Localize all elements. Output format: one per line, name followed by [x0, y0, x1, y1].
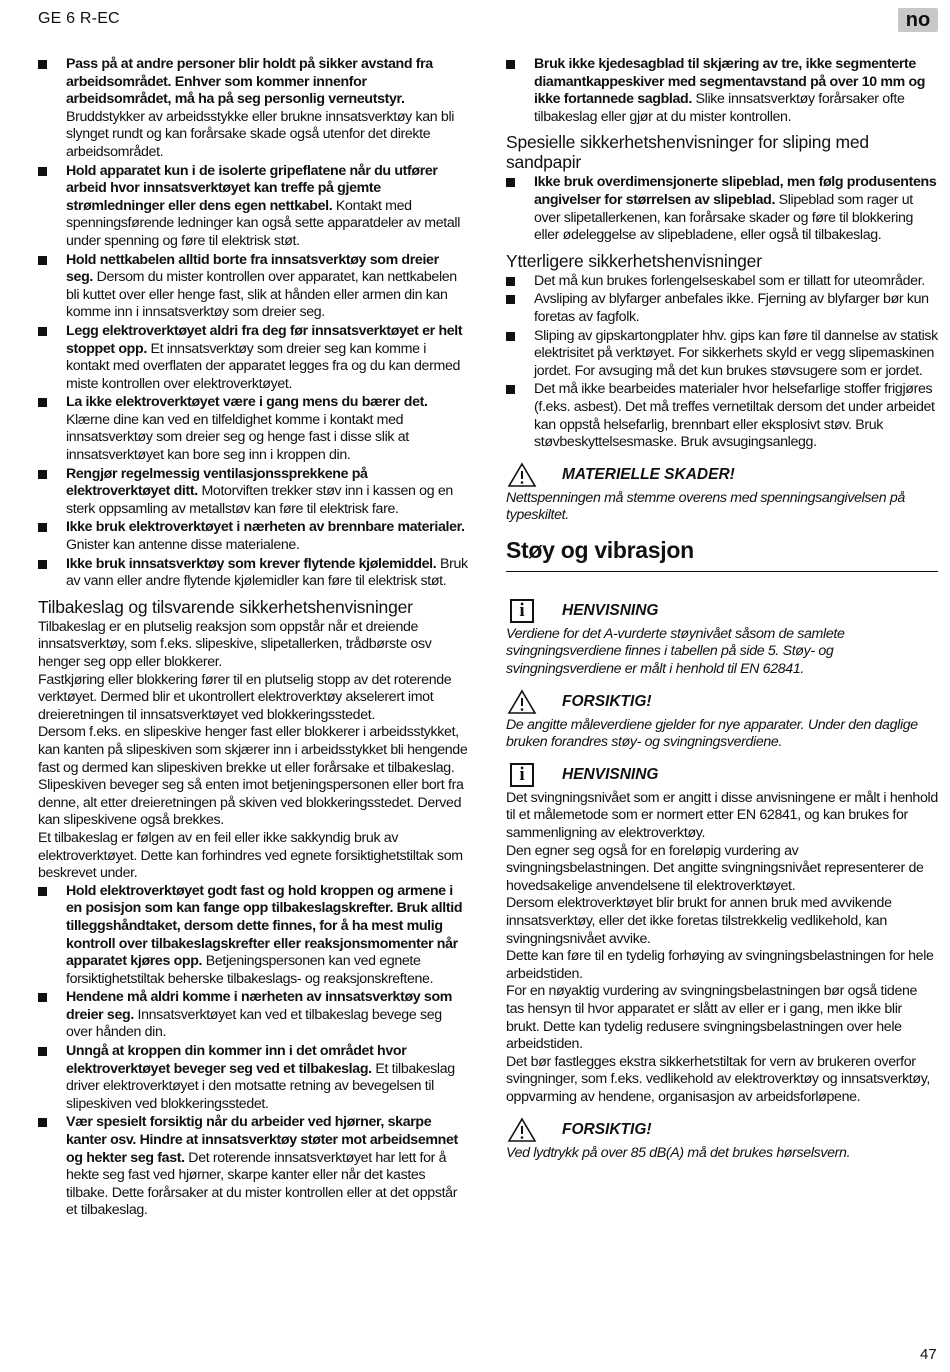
note-text: Verdiene for det A-vurderte støynivået såsom de samlete svingningsverdiene finnes i tabellen på side 5. Støy- og svingningsverdiene er målt i henhold til EN 62841. — [506, 625, 845, 678]
bold-text: Bruk ikke kjedesagblad til skjæring av tre, ikke segmenterte diamantkappeskiver med segmentavstand på over 10 mm og ikke fortannede sagblad. — [534, 56, 926, 108]
info-icon: i — [506, 762, 538, 788]
list-item: Avsliping av blyfarger anbefales ikke. Fjerning av blyfarger bør kun foretas av fagfolk. — [506, 291, 938, 326]
body-text: Det roterende innsatsverktøyet har lett for å hekte seg fast ved hjørner, skarpe kanter eller når det kastes tilbake. Dette forårsaker at du mister kontrollen eller at det oppstår et tilbakeslag. — [66, 1149, 458, 1219]
heading-additional: Ytterligere sikkerhetshenvisninger — [506, 250, 762, 271]
body-text: Bruddstykker av arbeidsstykke eller brukne innsatsverktøy kan bli slynget rundt og kan forårsake skade også utenfor det direkte arbeidsområdet. — [66, 108, 455, 160]
list-item — [38, 323, 468, 393]
list-item — [506, 174, 938, 244]
warning-icon — [506, 689, 538, 715]
safety-list-general — [38, 56, 468, 591]
document-model: GE 6 R-EC — [38, 10, 120, 27]
bold-text: Unngå at kroppen din kommer inn i det området hvor elektroverktøyet beveger seg ved et tilbakeslag. — [66, 1043, 407, 1077]
list-item — [38, 252, 468, 322]
body-text: Dersom du mister kontrollen over apparatet, kan nettkabelen bli kuttet over eller henge fast, slik at hånden eller armen din kan komme inn i innsatsverktøy som dreier seg. — [66, 269, 457, 321]
bold-text: Hendene må aldri komme i nærheten av innsatsverktøy som dreier seg. — [66, 989, 453, 1023]
section-divider — [506, 571, 938, 572]
body-text: Slike innsatsverktøy forårsaker ofte tilbakeslag eller gjør at du mister kontrollen. — [534, 91, 905, 125]
bold-text: Hold apparatet kun i de isolerte gripeflatene når du utfører arbeid hvor innsatsverktøyet kan treffe på gjemte strømledninger eller dens egen nettkabel. — [66, 162, 438, 214]
list-item — [38, 163, 468, 251]
body-text: Et tilbakeslag driver elektroverktøyet i den motsatte retning av bevegelsen til slipeskiven ved blokkeringsstedet. — [66, 1060, 455, 1112]
list-item: Sliping av gipskartongplater hhv. gips kan føre til dannelse av statisk elektrisitet på verktøyet. For sikkerhets skyld er vegg slipemaskinen jordet. For avsuging må det kun brukes støvsugere som er jordet. — [506, 328, 938, 381]
bold-text: Ikke bruk innsatsverktøy som krever flytende kjølemiddel. — [66, 555, 437, 572]
caution-text: Ved lydtrykk på over 85 dB(A) må det brukes hørselsvern. — [506, 1144, 851, 1161]
body-text: Bruk av vann eller andre flytende kjølemidler kan føre til elektrisk støt. — [66, 555, 468, 590]
paragraph: Dersom elektroverktøyet blir brukt for annen bruk med avvikende innsatsverktøy, eller det ikke foretas tilstrekkelig vedlikehold, kan svingningsnivået avvike. — [506, 895, 892, 947]
body-text: Et innsatsverktøy som dreier seg kan komme i kontakt med overflaten der apparatet legges fra og du kan dermed miste kontrollen over elektroverktøyet. — [66, 340, 461, 392]
paragraph: Et tilbakeslag er følgen av en feil eller ikke sakkyndig bruk av elektroverktøyet. Dette kan forhindres ved egnete forsiktighetstiltak som beskrevet under. — [38, 829, 463, 882]
bold-text: La ikke elektroverktøyet være i gang mens du bærer det. — [66, 394, 428, 411]
list-item: Det må kun brukes forlengelseskabel som er tillatt for uteområder. — [506, 273, 938, 291]
list-item — [38, 466, 468, 519]
safety-list-kickback — [38, 883, 468, 1220]
bold-text: Pass på at andre personer blir holdt på sikker avstand fra arbeidsområdet. Enhver som kommer innenfor arbeidsområdet, må ha på seg personlig verneutstyr. — [66, 56, 433, 108]
body-text: Kontakt med spenningsførende ledninger kan også sette apparatdeler av metall under spenning og føre til elektrisk støt. — [66, 197, 461, 249]
body-text: Gnister kan antenne disse materialene. — [66, 537, 300, 554]
note-title: HENVISNING — [562, 602, 659, 620]
section-title: Støy og vibrasjon — [506, 536, 694, 563]
paragraph: For en nøyaktig vurdering av svingningsbelastningen bør også tidene tas hensyn til hvor apparatet er slått av eller er i gang, men ikke blir brukt. Dette kan tydelig redusere svingningsbelastningen over hele arbeidstiden. — [506, 983, 918, 1053]
material-damage-header — [506, 462, 938, 488]
warning-icon — [506, 462, 538, 488]
list-item — [38, 556, 468, 591]
language-badge: no — [898, 8, 938, 32]
body-text: Klærne dine kan ved en tilfeldighet komme i kontakt med innsatsverktøy som dreier seg og henge fast i disse slik at innsatsverktøyet kan bore seg inn i kroppen din. — [66, 411, 409, 464]
list-item — [38, 56, 468, 162]
material-damage-title: MATERIELLE SKADER! — [562, 465, 735, 483]
material-damage-text: Nettspenningen må stemme overens med spenningsangivelsen på typeskiltet. — [506, 489, 905, 524]
bold-text: Ikke bruk overdimensjonerte slipeblad, men følg produsentens angivelser for størrelsen av slipeblad. — [534, 174, 937, 208]
paragraph: Det svingningsnivået som er angitt i disse anvisningene er målt i henhold til et målemetode som er normert etter EN 62841, og kan brukes for sammenligning av elektroverktøy. — [506, 789, 938, 842]
caution-header — [506, 689, 938, 715]
paragraph: Dette kan føre til en tydelig forhøying av svingningsbelastningen for hele arbeidstiden. — [506, 948, 934, 982]
list-item — [38, 989, 468, 1042]
left-column — [38, 56, 468, 1221]
note-header — [506, 762, 938, 788]
bold-text: Hold elektroverktøyet godt fast og hold kroppen og armene i en posisjon som kan fange opp tilbakeslagskrefter. Bruk alltid tilleggshåndtaket, dersom dette finnes, for å ha mest mulig kontroll over tilbakeslagskrefter eller reaksjonsmomenter når apparatet kjøres opp. — [66, 882, 463, 970]
body-text: Slipeblad som rager ut over slipetallerkenen, kan forårsake skader og føre til blokkering eller ødeleggelse av slipebladene, eller også til tilbakeslag. — [534, 191, 914, 244]
note-header — [506, 598, 938, 624]
bold-text: Vær spesielt forsiktig når du arbeider ved hjørner, skarpe kanter osv. Hindre at innsatsverktøy støter mot arbeidsemnet og hekter seg fast. — [66, 1114, 458, 1166]
paragraph: Tilbakeslag er en plutselig reaksjon som oppstår når et dreiende innsatsverktøy, som f.eks. slipeskive, slipetallerken, trådbørste osv henger seg opp eller blokkerer. — [38, 618, 432, 670]
bold-text: Hold nettkabelen alltid borte fra innsatsverktøy som dreier seg. — [66, 251, 439, 286]
list-item — [38, 883, 468, 989]
caution-text: De angitte måleverdiene gjelder for nye apparater. Under den daglige bruken forandres støy- og svingningsverdiene. — [506, 716, 918, 751]
page-number: 47 — [920, 1346, 937, 1363]
body-text: Innsatsverktøyet kan ved et tilbakeslag bevege seg over hånden din. — [66, 1006, 442, 1041]
heading-kickback: Tilbakeslag og tilsvarende sikkerhetshenvisninger — [38, 596, 413, 617]
warning-icon — [506, 1117, 538, 1143]
paragraph: Dersom f.eks. en slipeskive henger fast eller blokkerer i arbeidsstykket, kan kanten på slipeskiven som skjærer inn i arbeidsstykket bli hengende fast og dermed kan slipeskiven brekke ut eller forårsake et tilbakeslag. Slipeskiven beveger seg så enten imot betjeningspersonen eller bort fra denne, alt etter dreieretningen på skiven ved blokkeringsstedet. Derved kan slipeskivene også brekkes. — [38, 724, 468, 829]
bold-text: Ikke bruk elektroverktøyet i nærheten av brennbare materialer. — [66, 519, 465, 536]
list-item — [38, 1043, 468, 1113]
bold-text: Legg elektroverktøyet aldri fra deg før innsatsverktøyet er helt stoppet opp. — [66, 322, 463, 357]
paragraph: Den egner seg også for en foreløpig vurdering av svingningsbelastningen. Det angitte svingningsnivået representerer de hovedsakelige anvendelsene til elektroverktøyet. — [506, 842, 924, 894]
list-item — [506, 56, 938, 126]
list-item: Det må ikke bearbeides materialer hvor helsefarlige stoffer frigjøres (f.eks. asbest). Det må treffes vernetiltak dersom det under arbeidet kan oppstå helsefarlig, brennbart eller eksplosivt støv. Bruk støvbeskyttelsesmaske. Bruk avsugingsanlegg. — [506, 381, 938, 451]
paragraph: Det bør fastlegges ekstra sikkerhetstiltak for vern av brukeren overfor svingninger, som f.eks. vedlikehold av elektroverktøy og innsatsverktøy, oppvarming av hendene, organisasjon av arbeidsforløpene. — [506, 1053, 930, 1105]
caution-header — [506, 1117, 938, 1143]
list-item — [38, 519, 468, 554]
info-icon: i — [506, 598, 538, 624]
caution-title: FORSIKTIG! — [562, 692, 652, 710]
body-text: Betjeningspersonen kan ved egnete forsiktighetstiltak beherske tilbakeslags- og reaksjonskreftene. — [66, 953, 434, 987]
bold-text: Rengjør regelmessig ventilasjonssprekkene på elektroverktøyet ditt. — [66, 465, 368, 500]
body-text: Motorviften trekker støv inn i kassen og en sterk oppsamling av metallstøv kan føre til elektrisk fare. — [66, 483, 453, 517]
list-item — [38, 1114, 468, 1220]
right-column — [506, 56, 938, 1162]
heading-sanding: Spesielle sikkerhetshenvisninger for sliping med sandpapir — [506, 132, 869, 173]
note-title: HENVISNING — [562, 766, 659, 784]
paragraph: Fastkjøring eller blokkering fører til en plutselig stopp av det roterende verktøyet. Dermed blir et ukontrollert elektroverktøy akselerert imot dreieretningen til innsatsverktøyet ved blokkeringsstedet. — [38, 671, 452, 723]
caution-title: FORSIKTIG! — [562, 1120, 652, 1138]
list-item — [38, 394, 468, 464]
